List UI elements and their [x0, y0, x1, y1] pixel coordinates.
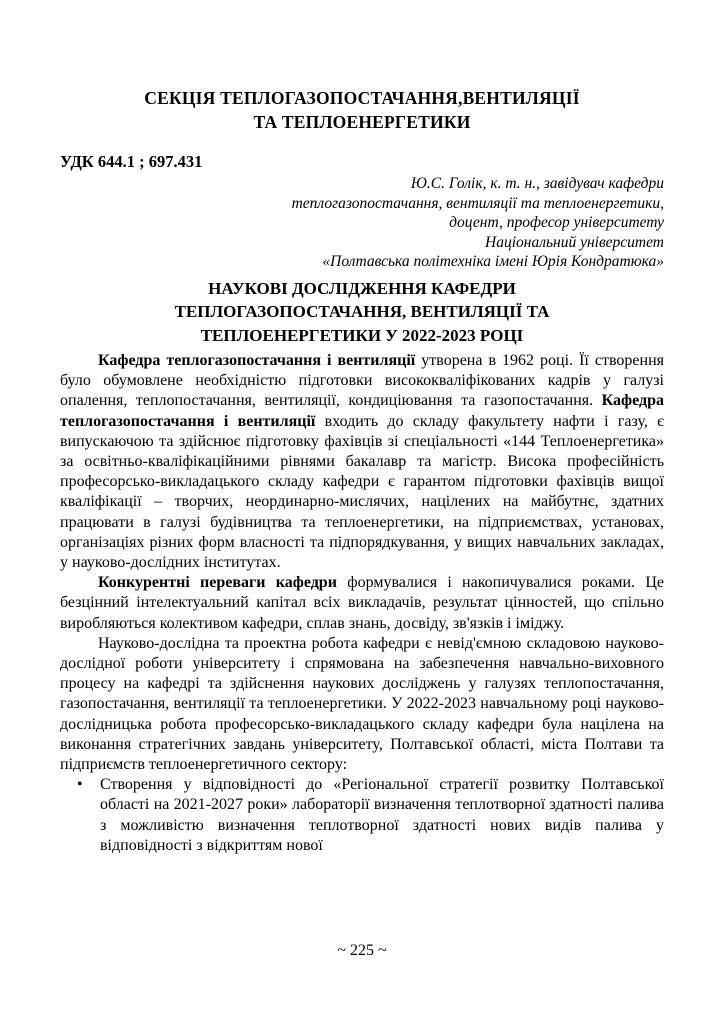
bullet-icon: •: [77, 776, 83, 794]
paragraph-1-text: утворена в 1962 році. Її створення було обумовлене необхідністю підготовки висококваліфікованих кадрів у галузі опалення, теплопостачання, вентиляції, кондиціювання та газопостачання.: [60, 352, 664, 410]
article-title: [60, 277, 664, 348]
author-line: доцент, професор університету: [449, 214, 664, 231]
paragraph-3: [60, 634, 664, 775]
section-title-line-1: СЕКЦІЯ ТЕПЛОГАЗОПОСТАЧАННЯ,ВЕНТИЛЯЦІЇ: [144, 88, 580, 108]
author-line: теплогазопостачання, вентиляції та теплоенергетики,: [291, 194, 664, 212]
paragraph-2: [60, 573, 664, 634]
udc-number: УДК 644.1 ; 697.431: [60, 152, 203, 171]
paragraph-1: [60, 351, 664, 573]
section-title: [60, 86, 664, 134]
paragraph-3-text: Науково-дослідна та проектна робота кафедри є невід'ємною складовою науково-дослідної роботи університету і спрямована на забезпечення навчально-виховного процесу на кафедрі та здійснення наукових досліджень у галузях теплопостачання, газопостачання, вентиляції та теплоенергетики. У 2022-2023 навчальному році науково-дослідницька робота професорсько-викладацького складу кафедри була націлена на виконання стратегічних завдань університету, Полтавської області, міста Полтави та підприємств теплоенергетичного сектору:: [60, 634, 664, 774]
article-title-line-3: ТЕПЛОЕНЕРГЕТИКИ У 2022-2023 РОЦІ: [200, 325, 524, 345]
paragraph-1-bold-mid: Кафедра теплогазопостачання і вентиляції: [60, 392, 664, 430]
author-line: Національний університет: [485, 233, 664, 251]
bullet-list: [60, 775, 664, 856]
section-title-line-2: ТА ТЕПЛОЕНЕРГЕТИКИ: [253, 112, 471, 132]
bullet-text: Створення у відповідності до «Регіональної стратегії розвитку Полтавської області на 2021-2027 роки» лабораторії визначення теплотворної здатності палива з можливістю визначення теплотворної здатності нових видів палива у відповідності з відкриттям нової: [100, 776, 664, 854]
article-title-line-1: НАУКОВІ ДОСЛІДЖЕННЯ КАФЕДРИ: [208, 278, 516, 298]
paragraph-2-text: формувалися і накопичувалися роками. Це безцінний інтелектуальний капітал всіх викладачів, результат цінностей, що спільно виробляються колективом кафедри, сплав знань, досвіду, зв'язків і іміджу.: [60, 574, 664, 632]
paragraph-1-text: входить до складу факультету нафти і газу, є випускаючою та здійснює підготовку фахівців зі спеціальності «144 Теплоенергетика» за освітньо-кваліфікаційними рівнями бакалавр та магістр. Висока професійність професорсько-викладацького складу кафедри є гарантом підготовки фахівців вищої кваліфікації – творчих, неординарно-мислячих, націлених на майбутнє, здатних працювати в галузі будівництва та теплоенергетики, на підприємствах, установах, організаціях різних форм власності та підпорядкування, у вищих навчальних закладах, у науково-дослідних інститутах.: [60, 412, 664, 572]
article-title-line-2: ТЕПЛОГАЗОПОСТАЧАННЯ, ВЕНТИЛЯЦІЇ ТА: [174, 302, 550, 321]
author-line: Ю.С. Голік, к. т. н., завідувач кафедри: [410, 175, 664, 192]
author-line: «Полтавська політехніка імені Юрія Кондратюка»: [322, 253, 664, 270]
page-number: ~ 225 ~: [337, 942, 387, 959]
paragraph-1-bold-lead: Кафедра теплогазопостачання і вентиляції: [98, 352, 416, 369]
author-block: [60, 174, 664, 272]
list-item: [60, 775, 664, 856]
page-content: [60, 86, 664, 856]
paragraph-2-bold-lead: Конкурентні переваги кафедри: [98, 574, 337, 592]
